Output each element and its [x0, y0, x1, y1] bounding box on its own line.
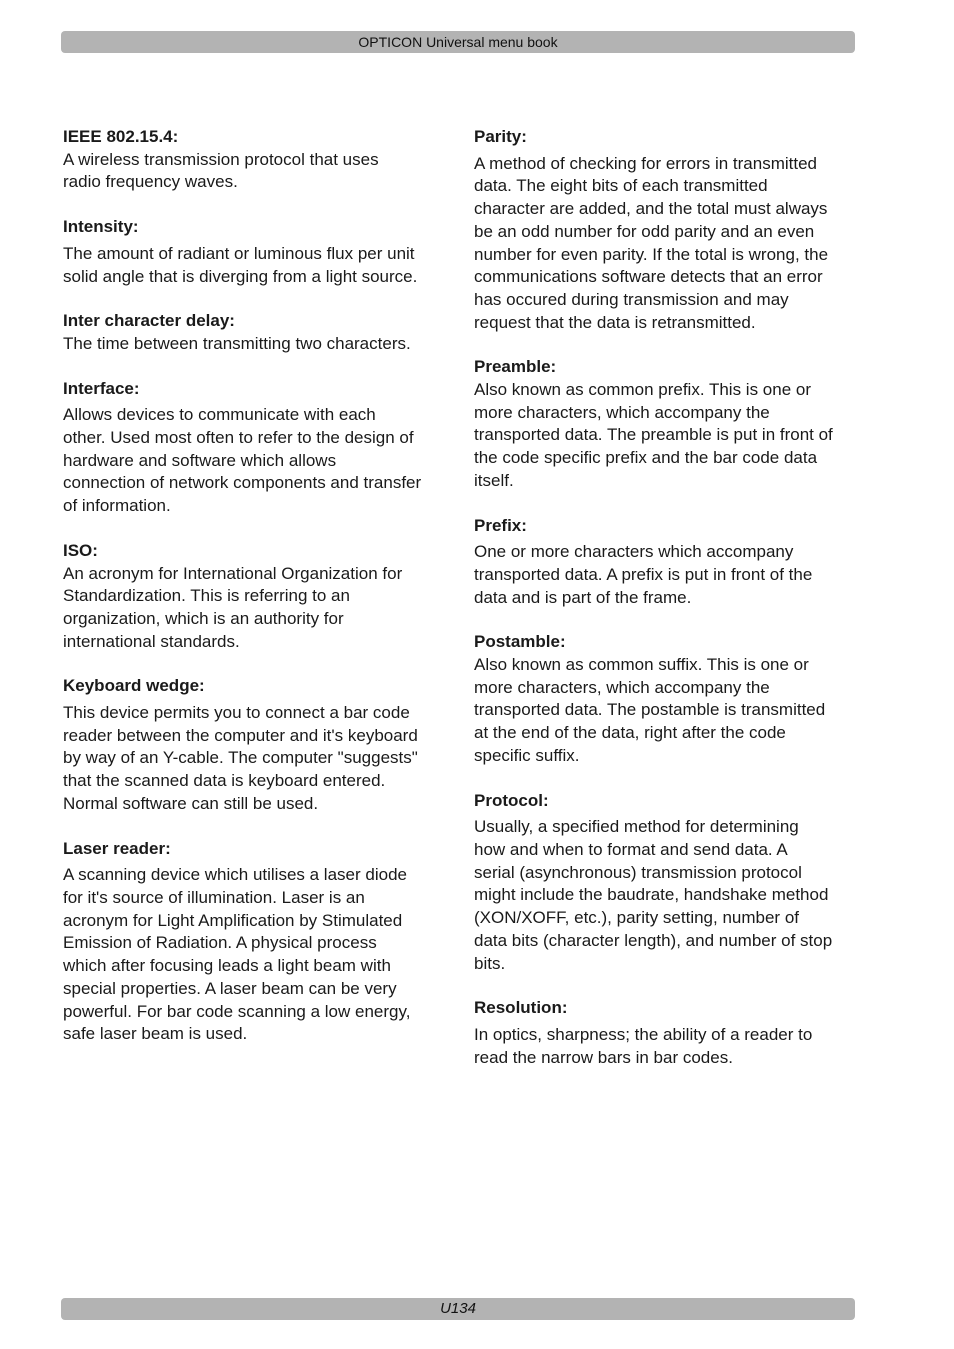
glossary-definition-line: This device permits you to connect a bar code — [63, 703, 410, 723]
glossary-definition-line: request that the data is retransmitted. — [474, 312, 756, 332]
glossary-entry — [63, 675, 445, 815]
glossary-definition-line: Also known as common prefix. This is one or — [474, 380, 811, 400]
page-footer — [61, 1298, 855, 1320]
glossary-definition-line: reader between the computer and it's keyboard — [63, 725, 418, 745]
glossary-entry — [63, 378, 445, 518]
glossary-definition-line: Usually, a specified method for determining — [474, 817, 799, 837]
glossary-definition-line: at the end of the data, right after the code — [474, 723, 786, 743]
glossary-definition-line: safe laser beam is used. — [63, 1024, 248, 1044]
glossary-definition-line: An acronym for International Organization for — [63, 563, 403, 583]
glossary-definition-line: specific suffix. — [474, 745, 580, 765]
glossary-definition-line: special properties. A laser beam can be very — [63, 978, 397, 998]
glossary-definition-line: Normal software can still be used. — [63, 793, 319, 813]
glossary-entry — [474, 356, 856, 492]
glossary-definition-line: itself. — [474, 470, 514, 490]
glossary-entry — [474, 631, 856, 767]
right-column — [474, 126, 856, 1091]
glossary-definition-line: One or more characters which accompany — [474, 542, 794, 562]
glossary-definition-line: data. The eight bits of each transmitted — [474, 176, 768, 196]
glossary-term: Intensity: — [63, 217, 139, 237]
glossary-term: Resolution: — [474, 998, 568, 1018]
glossary-entry — [474, 126, 856, 334]
glossary-term: Inter character delay: — [63, 311, 235, 331]
glossary-definition-line: A wireless transmission protocol that uses — [63, 149, 379, 169]
glossary-definition-line: number for even parity. If the total is wrong, the — [474, 244, 829, 264]
glossary-definition-line: Allows devices to communicate with each — [63, 405, 376, 425]
glossary-entry — [63, 126, 445, 194]
glossary-definition-line: international standards. — [63, 631, 240, 651]
glossary-definition-line: powerful. For bar code scanning a low energy, — [63, 1001, 411, 1021]
glossary-entry — [63, 216, 445, 288]
glossary-entry — [474, 515, 856, 610]
glossary-definition-line: communications software detects that an error — [474, 267, 823, 287]
glossary-definition-line: A method of checking for errors in transmitted — [474, 153, 817, 173]
glossary-definition-line: read the narrow bars in bar codes. — [474, 1047, 733, 1067]
glossary-entry — [63, 838, 445, 1046]
glossary-definition-line: bits. — [474, 953, 506, 973]
glossary-definition-line: more characters, which accompany the — [474, 402, 770, 422]
glossary-definition-line: the code specific prefix and the bar code data — [474, 448, 818, 468]
glossary-definition-line: be an odd number for odd parity and an even — [474, 221, 815, 241]
glossary-term: IEEE 802.15.4: — [63, 127, 179, 146]
glossary-term: Interface: — [63, 378, 140, 398]
glossary-definition-line: has occured during transmission and may — [474, 289, 789, 309]
glossary-term: Parity: — [474, 127, 527, 146]
glossary-term: Keyboard wedge: — [63, 676, 205, 696]
glossary-definition-line: which after focusing leads a light beam with — [63, 956, 391, 976]
page-header — [61, 31, 855, 53]
glossary-definition-line: organization, which is an authority for — [63, 608, 344, 628]
page-number: U134 — [440, 1300, 476, 1317]
glossary-term: Protocol: — [474, 790, 549, 810]
header-title: OPTICON Universal menu book — [358, 34, 558, 50]
glossary-definition-line: how and when to format and send data. A — [474, 839, 788, 859]
glossary-definition-line: hardware and software which allows — [63, 450, 337, 470]
glossary-definition-line: transported data. The preamble is put in front of — [474, 425, 833, 445]
glossary-entry — [63, 540, 445, 654]
glossary-definition-line: transported data. The postamble is transmitted — [474, 700, 826, 720]
glossary-definition-line: might include the baudrate, handshake method — [474, 885, 829, 905]
glossary-definition-line: Standardization. This is referring to an — [63, 586, 350, 606]
glossary-definition-line: The amount of radiant or luminous flux per unit — [63, 243, 415, 263]
glossary-definition-line: character are added, and the total must always — [474, 199, 828, 219]
left-column — [63, 126, 445, 1068]
glossary-definition-line: A scanning device which utilises a laser diode — [63, 865, 407, 885]
glossary-definition-line: solid angle that is diverging from a light source. — [63, 266, 418, 286]
glossary-definition-line: radio frequency waves. — [63, 172, 238, 192]
glossary-term: Laser reader: — [63, 838, 171, 858]
glossary-definition-line: transported data. A prefix is put in front of the — [474, 564, 813, 584]
glossary-definition-line: acronym for Light Amplification by Stimulated — [63, 910, 403, 930]
glossary-definition-line: serial (asynchronous) transmission protocol — [474, 862, 802, 882]
glossary-definition-line: that the scanned data is keyboard entered. — [63, 771, 386, 791]
glossary-definition-line: The time between transmitting two characters. — [63, 333, 411, 353]
glossary-definition-line: data and is part of the frame. — [474, 587, 692, 607]
glossary-term: ISO: — [63, 540, 98, 560]
glossary-definition-line: Emission of Radiation. A physical process — [63, 933, 377, 953]
glossary-entry — [474, 790, 856, 976]
glossary-entry — [63, 310, 445, 355]
glossary-definition-line: connection of network components and transfer — [63, 473, 422, 493]
glossary-definition-line: other. Used most often to refer to the design of — [63, 428, 414, 448]
glossary-definition-line: by way of an Y-cable. The computer "suggests" — [63, 748, 418, 768]
glossary-term: Postamble: — [474, 632, 566, 652]
glossary-term: Preamble: — [474, 357, 557, 377]
glossary-definition-line: of information. — [63, 496, 171, 516]
glossary-entry — [474, 997, 856, 1069]
glossary-definition-line: data bits (character length), and number of stop — [474, 930, 833, 950]
glossary-definition-line: (XON/XOFF, etc.), parity setting, number of — [474, 908, 799, 928]
glossary-term: Prefix: — [474, 515, 527, 535]
glossary-definition-line: Also known as common suffix. This is one or — [474, 655, 809, 675]
glossary-definition-line: more characters, which accompany the — [474, 677, 770, 697]
glossary-definition-line: for it's source of illumination. Laser is an — [63, 887, 365, 907]
glossary-definition-line: In optics, sharpness; the ability of a reader to — [474, 1024, 813, 1044]
